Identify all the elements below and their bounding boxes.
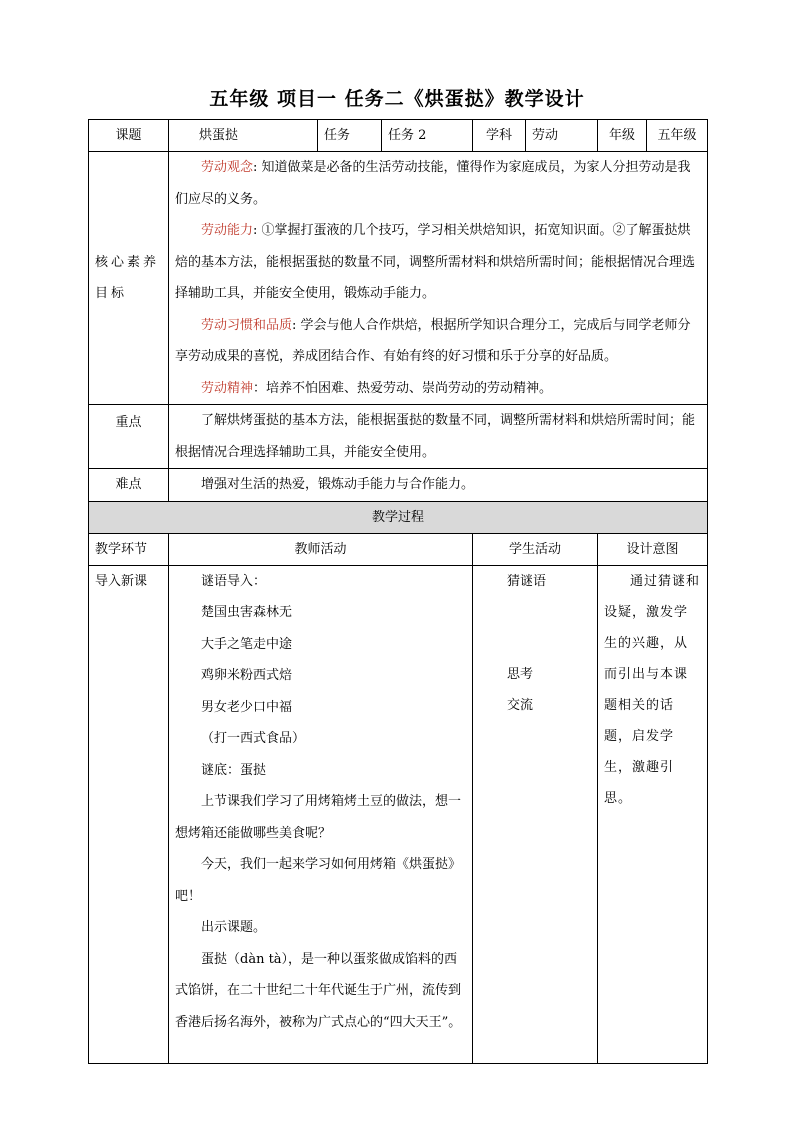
teacher-line: 谜语导入： <box>201 573 267 589</box>
task-value: 任务 2 <box>382 120 473 152</box>
goal-key: 劳动精神 <box>201 380 254 396</box>
subject-value: 劳动 <box>526 120 598 152</box>
goal-item <box>175 152 701 215</box>
key-points-content <box>169 405 708 469</box>
key-points-row <box>89 405 708 469</box>
student-line: 思考 <box>507 666 534 682</box>
intro-row <box>89 565 708 1063</box>
process-header-row <box>89 533 708 565</box>
teacher-line: （打一西式食品） <box>201 731 306 746</box>
col-student: 学生活动 <box>473 533 598 565</box>
student-line: 猜谜语 <box>507 573 547 589</box>
topic-value: 烘蛋挞 <box>169 120 318 152</box>
key-points-text: 了解烘烤蛋挞的基本方法，能根据蛋挞的数量不同，调整所需材料和烘焙所需时间；能根据情况合理选择辅助工具，并能安全使用。 <box>175 413 696 460</box>
student-activity <box>473 565 598 1063</box>
difficulty-row <box>89 469 708 502</box>
goal-item <box>175 215 701 310</box>
process-band: 教学过程 <box>89 501 708 533</box>
teacher-line: 鸡卵米粉西式焙 <box>201 668 293 683</box>
goal-key: 劳动观念 <box>201 160 254 175</box>
teacher-line: 蛋挞（dàn tà），是一种以蛋浆做成馅料的西式馅饼，在二十世纪二十年代诞生于广州，流传到香港后扬名海外，被称为广式点心的“四大天王”。 <box>175 951 462 1030</box>
difficulty-text: 增强对生活的热爱，锻炼动手能力与合作能力。 <box>201 477 475 492</box>
goals-content <box>169 152 708 405</box>
goal-text: : 学会与他人合作烘焙，根据所学知识合理分工，完成后与同学老师分享劳动成果的喜悦，养成团结合作、有始有终的好习惯和乐于分享的好品质。 <box>175 317 691 364</box>
design-intent <box>598 565 708 1063</box>
student-line: 交流 <box>507 697 534 713</box>
page-title: 五年级 项目一 任务二《烘蛋挞》教学设计 <box>209 88 585 110</box>
topic-label: 课题 <box>89 120 169 152</box>
teacher-line: 男女老少口中福 <box>201 699 293 715</box>
goal-key: 劳动能力 <box>201 223 254 238</box>
teacher-line: 楚国虫害森林无 <box>201 605 293 620</box>
key-points-label: 重点 <box>89 405 169 469</box>
difficulty-label: 难点 <box>89 469 169 502</box>
goal-text: : 知道做菜是必备的生活劳动技能，懂得作为家庭成员，为家人分担劳动是我们应尽的义务。 <box>175 160 691 207</box>
task-label: 任务 <box>318 120 382 152</box>
goals-row <box>89 152 708 405</box>
stage-name: 导入新课 <box>89 565 169 1063</box>
intent-text: 通过猜谜和设疑，激发学生的兴趣，从而引出与本课题相关的话题，启发学生，激趣引思。 <box>604 573 701 806</box>
teacher-line: 出示课题。 <box>201 920 267 935</box>
col-intent: 设计意图 <box>598 533 708 565</box>
teacher-line: 上节课我们学习了用烤箱烤土豆的做法，想一想烤箱还能做哪些美食呢？ <box>175 794 462 841</box>
goal-text: ：培养不怕困难、热爱劳动、崇尚劳动的劳动精神。 <box>253 380 553 396</box>
goals-label: 核心素养目标 <box>89 152 169 405</box>
grade-label: 年级 <box>598 120 647 152</box>
difficulty-content <box>169 469 708 502</box>
goal-item <box>175 373 701 405</box>
lesson-plan-table <box>88 119 708 1064</box>
subject-label: 学科 <box>473 120 526 152</box>
goal-item <box>175 310 701 373</box>
process-band-row <box>89 501 708 533</box>
goal-text: : ①掌握打蛋液的几个技巧，学习相关烘焙知识，拓宽知识面。②了解蛋挞烘焙的基本方法，能根据蛋挞的数量不同，调整所需材料和烘焙所需时间；能根据情况合理选择辅助工具，并能安全使用，锻炼动手能力。 <box>175 223 696 301</box>
teacher-activity <box>169 565 473 1063</box>
goal-key: 劳动习惯和品质 <box>201 317 293 333</box>
col-teacher: 教师活动 <box>169 533 473 565</box>
header-row <box>89 120 708 152</box>
grade-value: 五年级 <box>647 120 708 152</box>
col-stage: 教学环节 <box>89 533 169 565</box>
teacher-line: 大手之笔走中途 <box>201 636 293 652</box>
teacher-line: 谜底：蛋挞 <box>201 762 267 778</box>
teacher-line: 今天，我们一起来学习如何用烤箱《烘蛋挞》吧！ <box>175 857 462 904</box>
